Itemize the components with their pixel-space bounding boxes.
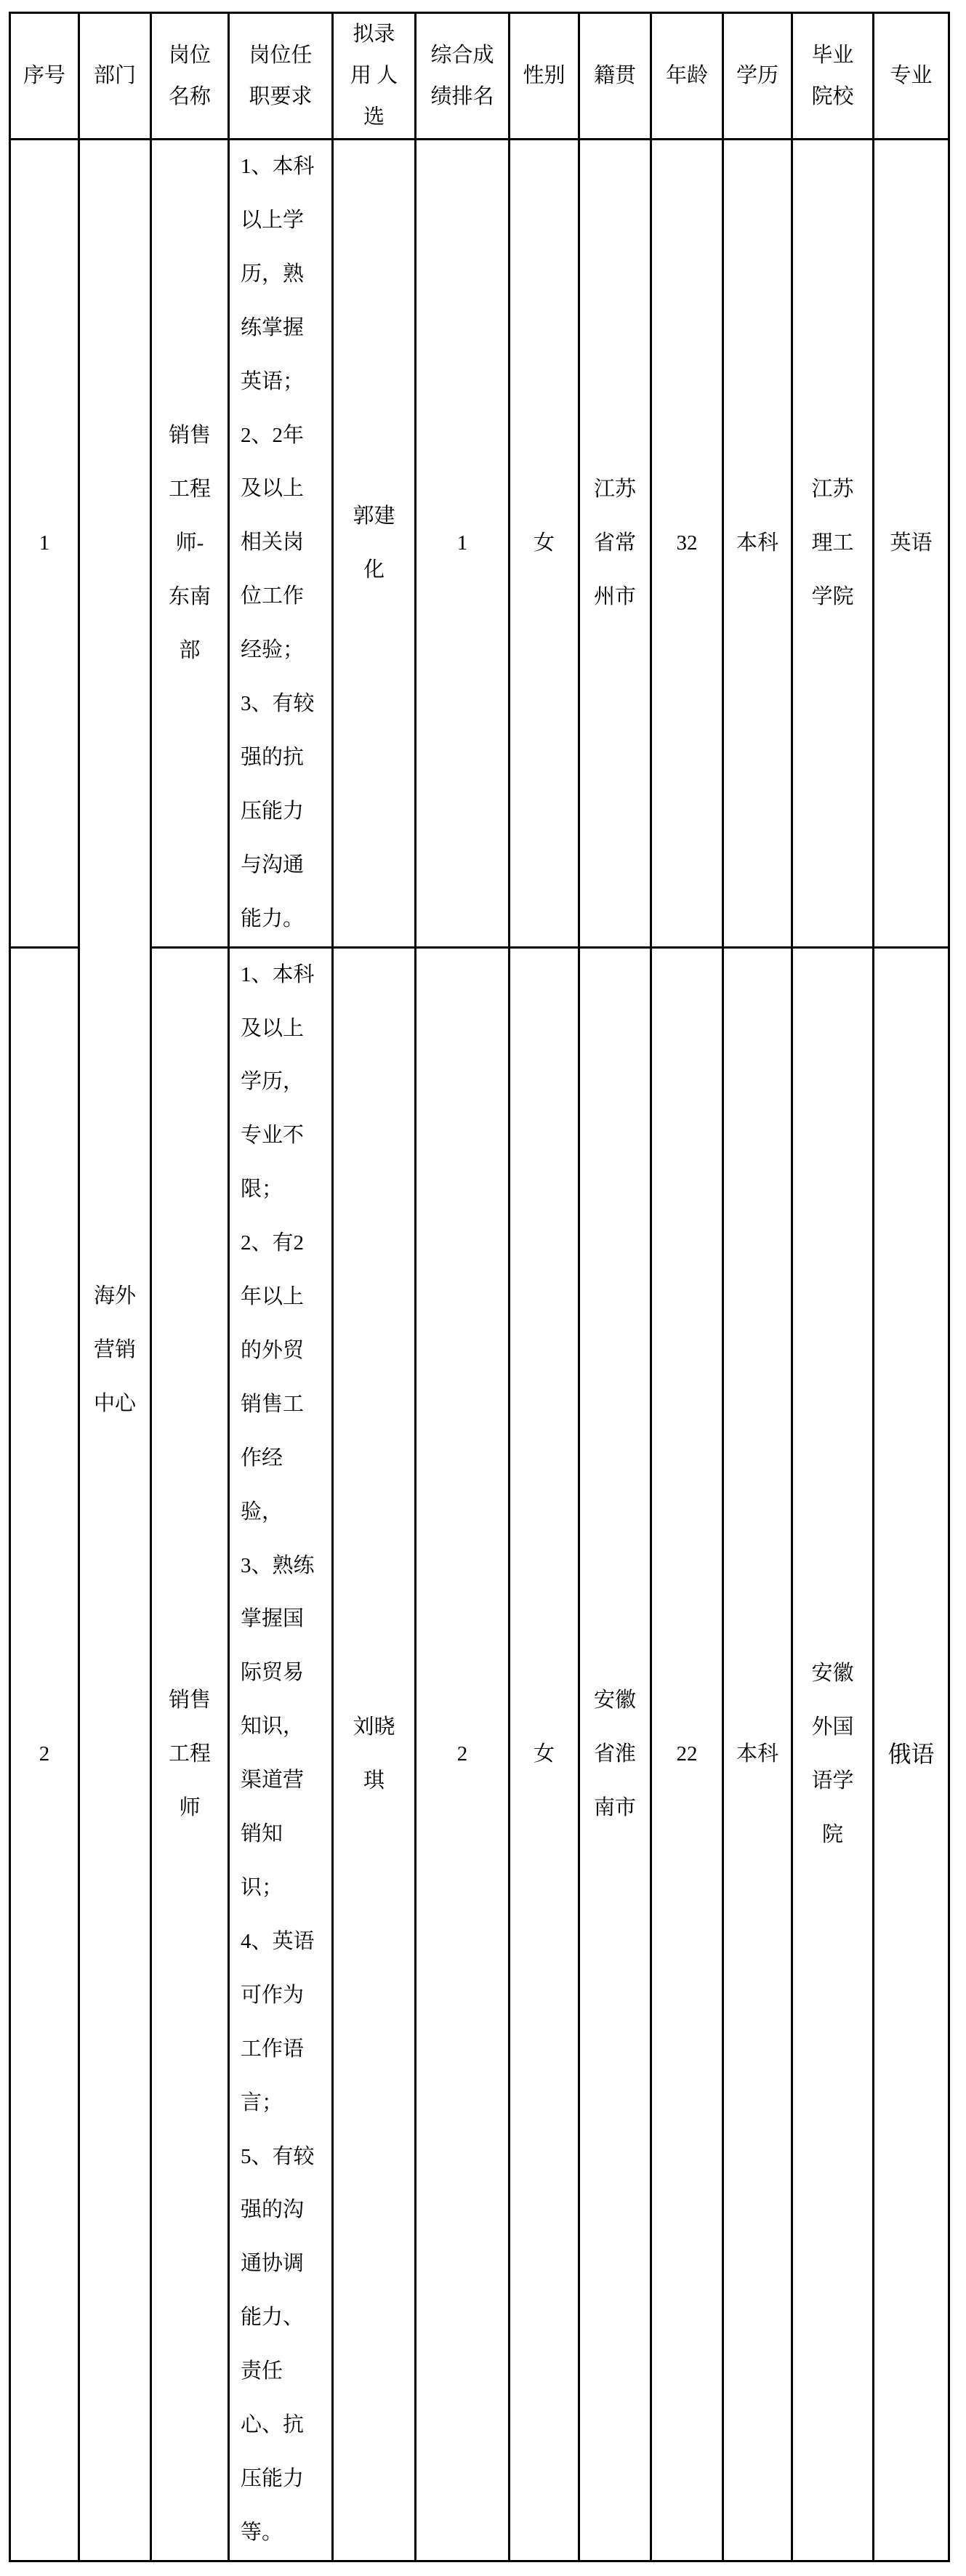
requirement-line: 验， [241, 1500, 283, 1524]
header-line: 名称 [168, 84, 211, 108]
requirement-line: 销知 [241, 1822, 283, 1846]
candidate-line: 郭建 [353, 504, 395, 528]
cell-school [792, 947, 874, 2561]
hometown-line: 州市 [593, 585, 636, 609]
header-line: 岗位 [168, 43, 211, 67]
school-line: 语学 [811, 1769, 854, 1793]
major-value: 俄语 [887, 1741, 935, 1768]
requirement-line: 学历， [241, 1070, 305, 1094]
cell-hometown [579, 947, 651, 2561]
table-row [10, 947, 949, 2561]
requirement-line: 历，熟 [241, 262, 305, 286]
header-line: 综合成 [430, 43, 494, 67]
requirement-line: 可作为 [241, 1983, 305, 2007]
header-rank [416, 13, 510, 140]
index-value: 2 [39, 1742, 50, 1766]
rank-value: 1 [456, 531, 468, 555]
requirement-line: 2、2年 [241, 423, 305, 447]
header-line: 绩排名 [430, 84, 494, 108]
table-row [10, 140, 949, 948]
header-hometown [579, 13, 651, 140]
header-major [874, 13, 949, 140]
cell-rank [416, 140, 510, 948]
requirement-line: 专业不 [241, 1124, 305, 1148]
requirement-line: 5、有较 [241, 2144, 315, 2168]
header-line: 岗位任 [249, 43, 313, 67]
gender-value: 女 [533, 531, 555, 555]
header-line: 性别 [523, 64, 565, 87]
header-line: 拟录 [353, 23, 395, 46]
hometown-line: 省常 [593, 531, 636, 555]
requirement-line: 际贸易 [241, 1661, 305, 1685]
requirement-line: 位工作 [241, 584, 305, 608]
cell-candidate [333, 947, 416, 2561]
major-value: 英语 [890, 531, 933, 555]
header-gender [510, 13, 579, 140]
header-line: 部门 [93, 64, 136, 87]
requirement-line: 1、本科 [241, 962, 315, 986]
requirement-line: 2、有2 [241, 1231, 305, 1255]
age-value: 32 [676, 531, 698, 555]
index-value: 1 [39, 531, 50, 555]
header-department [79, 13, 151, 140]
school-line: 江苏 [811, 478, 854, 502]
requirement-line: 通协调 [241, 2252, 305, 2276]
header-position [151, 13, 229, 140]
requirement-line: 年以上 [241, 1285, 305, 1309]
cell-requirements [229, 140, 333, 948]
department-line: 海外 [93, 1284, 136, 1308]
cell-position [151, 947, 229, 2561]
requirement-line: 以上学 [241, 208, 305, 232]
cell-hometown [579, 140, 651, 948]
position-line: 东南 [168, 585, 211, 609]
requirement-line: 与沟通 [241, 853, 305, 877]
cell-gender [510, 947, 579, 2561]
cell-major [874, 140, 949, 948]
requirement-line: 限； [241, 1178, 283, 1202]
header-line: 毕业 [811, 43, 854, 67]
education-value: 本科 [736, 1742, 778, 1766]
cell-education [723, 140, 792, 948]
header-line: 学历 [736, 64, 778, 87]
cell-department [79, 140, 151, 2561]
header-line: 序号 [23, 64, 65, 87]
requirement-line: 经验； [241, 638, 305, 662]
requirement-line: 的外贸 [241, 1338, 305, 1362]
hometown-line: 江苏 [593, 478, 636, 502]
requirement-line: 3、熟练 [241, 1553, 315, 1577]
cell-candidate [333, 140, 416, 948]
hometown-line: 省淮 [593, 1742, 636, 1766]
header-line: 职要求 [249, 84, 313, 108]
cell-age [651, 140, 723, 948]
school-line: 安徽 [811, 1662, 854, 1686]
requirement-line: 相关岗 [241, 531, 305, 555]
header-requirements [229, 13, 333, 140]
hometown-line: 南市 [593, 1796, 636, 1820]
cell-school [792, 140, 874, 948]
position-line: 销售 [168, 1689, 211, 1712]
candidate-line: 琪 [363, 1769, 385, 1793]
requirement-line: 渠道营 [241, 1768, 305, 1792]
requirement-line: 掌握国 [241, 1607, 305, 1631]
hometown-line: 安徽 [593, 1689, 636, 1712]
header-school [792, 13, 874, 140]
header-line: 选 [363, 105, 385, 129]
position-line: 工程 [168, 1742, 211, 1766]
requirement-line: 英语； [241, 369, 305, 393]
requirement-line: 等。 [241, 2520, 283, 2544]
requirement-line: 压能力 [241, 799, 305, 823]
cell-education [723, 947, 792, 2561]
education-value: 本科 [736, 531, 778, 555]
cell-requirements [229, 947, 333, 2561]
position-line: 工程 [168, 478, 211, 502]
requirement-line: 及以上 [241, 477, 305, 501]
position-line: 销售 [168, 424, 211, 448]
requirement-line: 1、本科 [241, 155, 315, 178]
header-line: 用 人 [350, 64, 398, 87]
school-line: 学院 [811, 585, 854, 609]
requirement-line: 作经 [241, 1446, 283, 1470]
candidate-line: 刘晓 [353, 1715, 395, 1739]
requirement-line: 及以上 [241, 1016, 305, 1040]
header-line: 籍贯 [593, 64, 636, 87]
rank-value: 2 [456, 1742, 468, 1766]
cell-major [874, 947, 949, 2561]
header-line: 院校 [811, 84, 854, 108]
requirement-line: 练掌握 [241, 315, 305, 339]
cell-gender [510, 140, 579, 948]
requirement-line: 压能力 [241, 2466, 305, 2490]
school-line: 理工 [811, 531, 854, 555]
header-candidate [333, 13, 416, 140]
requirement-line: 责任 [241, 2359, 283, 2383]
requirement-line: 能力。 [241, 906, 305, 930]
header-index [10, 13, 79, 140]
position-line: 师 [179, 1796, 201, 1820]
header-age [651, 13, 723, 140]
header-row [10, 13, 949, 140]
cell-index [10, 947, 79, 2561]
requirement-line: 识； [241, 1876, 283, 1899]
requirement-line: 强的抗 [241, 745, 305, 769]
department-line: 中心 [93, 1392, 136, 1416]
header-line: 专业 [890, 64, 933, 87]
position-line: 部 [179, 639, 201, 663]
requirement-line: 能力、 [241, 2306, 305, 2330]
recruitment-candidate-table [9, 12, 950, 2562]
requirement-line: 工作语 [241, 2037, 305, 2061]
requirement-line: 心、抗 [241, 2413, 305, 2437]
requirement-line: 3、有较 [241, 692, 315, 716]
position-line: 师- [175, 531, 204, 555]
requirement-line: 知识， [241, 1715, 305, 1739]
requirement-line: 4、英语 [241, 1929, 315, 1953]
cell-rank [416, 947, 510, 2561]
requirement-line: 强的沟 [241, 2198, 305, 2222]
school-line: 外国 [811, 1715, 854, 1739]
age-value: 22 [676, 1742, 698, 1766]
gender-value: 女 [533, 1742, 555, 1766]
department-line: 营销 [93, 1338, 136, 1362]
header-education [723, 13, 792, 140]
cell-age [651, 947, 723, 2561]
cell-position [151, 140, 229, 948]
requirement-line: 言； [241, 2090, 283, 2114]
cell-index [10, 140, 79, 948]
candidate-line: 化 [363, 558, 385, 582]
school-line: 院 [821, 1823, 843, 1847]
header-line: 年龄 [665, 64, 708, 87]
requirement-line: 销售工 [241, 1392, 305, 1416]
